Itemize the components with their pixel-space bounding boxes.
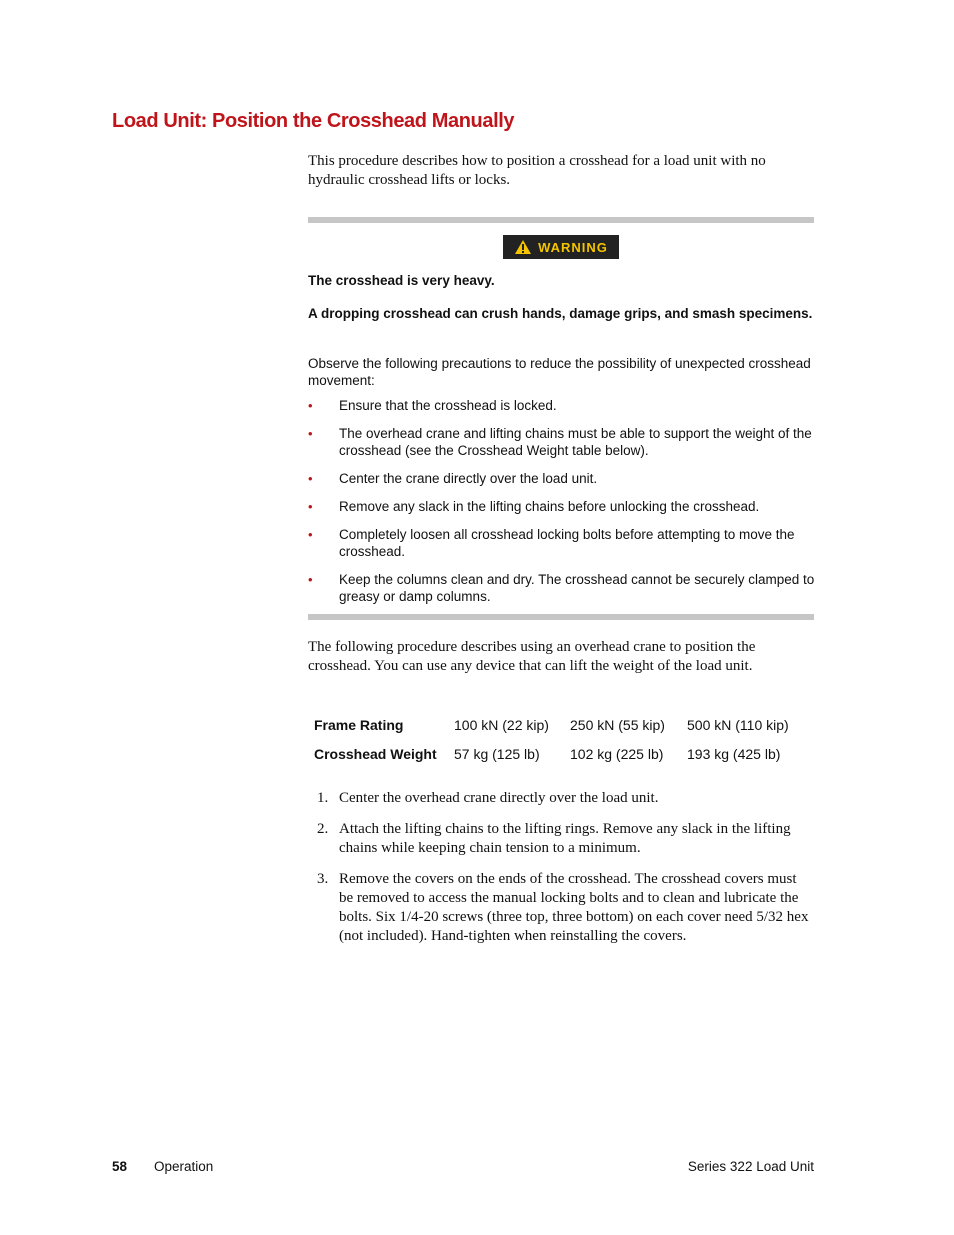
table-cell: 100 kN (22 kip): [454, 716, 549, 733]
list-item: • Keep the columns clean and dry. The crosshead cannot be securely clamped to greasy or damp columns.: [308, 572, 815, 604]
table-cell: 250 kN (55 kip): [570, 716, 665, 733]
list-item: • Ensure that the crosshead is locked.: [308, 398, 557, 413]
bullet-icon: •: [308, 471, 313, 486]
table-cell: 500 kN (110 kip): [687, 716, 789, 733]
list-item: 2. Attach the lifting chains to the lifting rings. Remove any slack in the lifting chains while keeping chain tension to a minimum.: [317, 821, 791, 856]
warning-badge: [503, 235, 619, 259]
row-header: Frame Rating: [314, 716, 404, 733]
warning-title: The crosshead is very heavy.: [308, 273, 495, 288]
bullet-icon: •: [308, 527, 313, 542]
bullet-icon: •: [308, 572, 313, 587]
procedure-intro: The following procedure describes using an overhead crane to position the crosshead. You can use any device that can lift the weight of the load unit.: [308, 639, 756, 674]
warning-top-rule: [308, 217, 814, 223]
warning-triangle-icon: [514, 239, 532, 255]
crosshead-weight-table: [308, 710, 803, 768]
warning-bottom-rule: [308, 614, 814, 620]
warning-lead: Observe the following precautions to reduce the possibility of unexpected crosshead movement:: [308, 356, 811, 388]
table-cell: 193 kg (425 lb): [687, 745, 781, 762]
page-title: Load Unit: Position the Crosshead Manually: [112, 110, 515, 132]
list-item: • Remove any slack in the lifting chains before unlocking the crosshead.: [308, 499, 760, 514]
list-item: • Center the crane directly over the load unit.: [308, 471, 598, 486]
page-number: 58: [112, 1159, 128, 1174]
list-item: 3. Remove the covers on the ends of the crosshead. The crosshead covers must be removed to access the manual locking bolts and to clean and lubricate the bolts. Six 1/4-20 screws (three top, three bottom) on each cover need 5/32 hex (not included). Hand-tighten when reinstalling the covers.: [317, 871, 809, 944]
list-item: 1. Center the overhead crane directly over the load unit.: [317, 790, 659, 806]
bullet-icon: •: [308, 426, 313, 441]
intro-paragraph: This procedure describes how to position a crosshead for a load unit with no hydraulic crosshead lifts or locks.: [308, 153, 766, 188]
warning-hazard: A dropping crosshead can crush hands, damage grips, and smash specimens.: [308, 306, 813, 321]
footer-section: Operation: [154, 1159, 214, 1174]
table-cell: 102 kg (225 lb): [570, 745, 664, 762]
bullet-icon: •: [308, 499, 313, 514]
footer-doc-title: Series 322 Load Unit: [687, 1159, 814, 1174]
list-item: • Completely loosen all crosshead locking bolts before attempting to move the crosshead.: [308, 527, 795, 559]
warning-label: WARNING: [538, 239, 608, 255]
table-row: [308, 710, 803, 739]
procedure-steps: [308, 789, 814, 958]
table-cell: 57 kg (125 lb): [454, 745, 540, 762]
row-header: Crosshead Weight: [314, 745, 437, 762]
precautions-list: [308, 397, 818, 616]
table-row: [308, 739, 803, 768]
list-item: • The overhead crane and lifting chains must be able to support the weight of the crosshead (see the Crosshead Weight table below).: [308, 426, 812, 458]
bullet-icon: •: [308, 398, 313, 413]
